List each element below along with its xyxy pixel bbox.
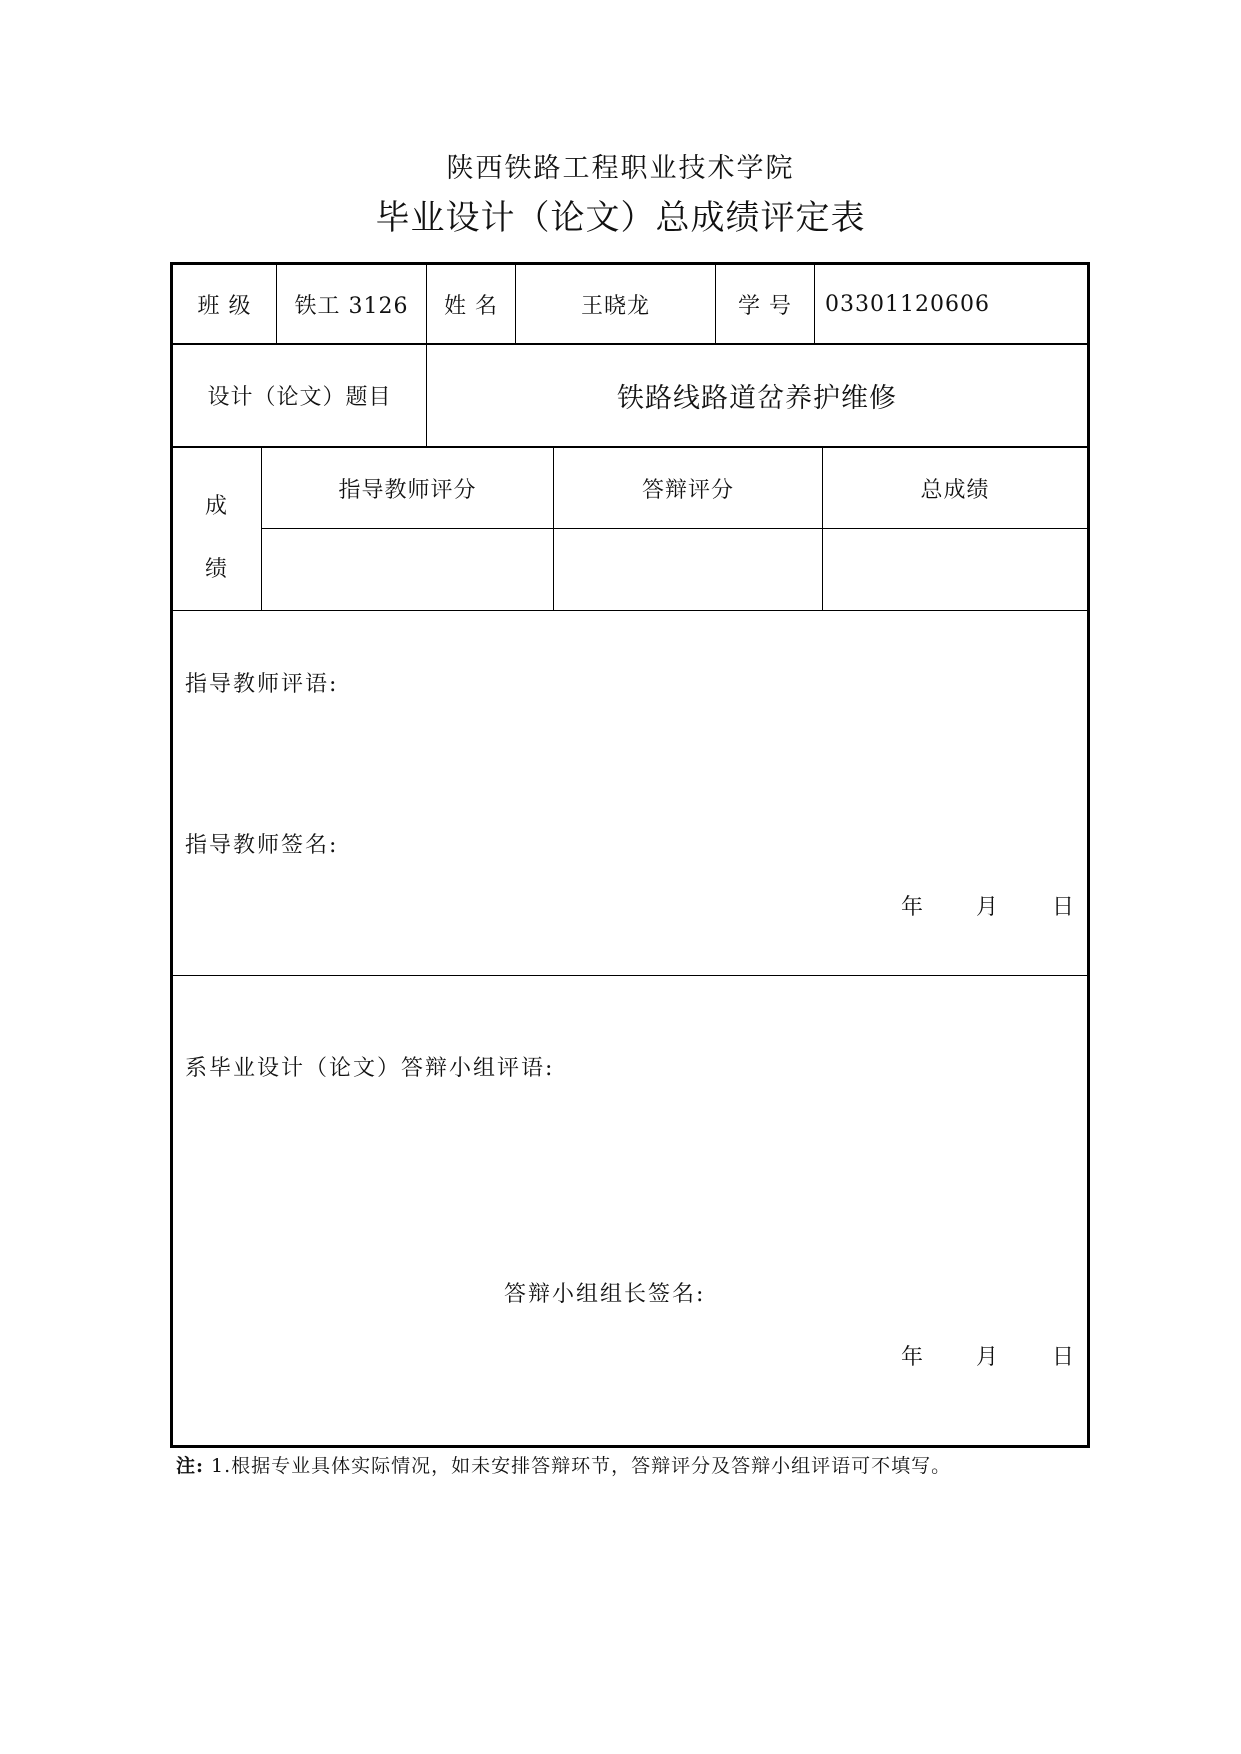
defense-date-month: 月 bbox=[976, 1345, 999, 1370]
defense-signature-label: 答辩小组组长签名: bbox=[504, 1282, 706, 1307]
advisor-date bbox=[173, 890, 1087, 920]
defense-date bbox=[173, 1340, 1087, 1370]
topic-value: 铁路线路道岔养护维修 bbox=[617, 383, 897, 414]
row-divider bbox=[173, 610, 1087, 611]
student-id-value: 03301120606 bbox=[825, 291, 990, 317]
defense-score-value[interactable] bbox=[554, 529, 822, 610]
footnote-prefix: 注: bbox=[176, 1455, 205, 1477]
name-value: 王晓龙 bbox=[580, 293, 650, 319]
row-divider bbox=[173, 975, 1087, 976]
form-title: 毕业设计（论文）总成绩评定表 bbox=[375, 198, 866, 238]
student-id-label: 学 号 bbox=[738, 293, 792, 319]
advisor-comment-label: 指导教师评语: bbox=[185, 672, 339, 697]
advisor-signature-label: 指导教师签名: bbox=[185, 833, 339, 858]
footnote-text: 1.根据专业具体实际情况，如未安排答辩环节，答辩评分及答辩小组评语可不填写。 bbox=[204, 1455, 952, 1477]
total-score-value[interactable] bbox=[823, 529, 1087, 610]
evaluation-form bbox=[170, 262, 1090, 1448]
grade-label-line1: 成 bbox=[204, 494, 227, 519]
defense-date-day: 日 bbox=[1052, 1345, 1075, 1370]
defense-comment-label: 系毕业设计（论文）答辩小组评语: bbox=[185, 1056, 555, 1081]
class-value: 铁工 3126 bbox=[294, 293, 409, 319]
total-score-header: 总成绩 bbox=[920, 477, 990, 503]
defense-date-year: 年 bbox=[901, 1345, 924, 1370]
advisor-date-day: 日 bbox=[1052, 895, 1075, 920]
advisor-score-header: 指导教师评分 bbox=[338, 477, 477, 503]
footnote bbox=[176, 1451, 951, 1478]
topic-label: 设计（论文）题目 bbox=[207, 385, 392, 410]
advisor-score-value[interactable] bbox=[262, 529, 553, 610]
class-label: 班 级 bbox=[197, 293, 252, 319]
school-name: 陕西铁路工程职业技术学院 bbox=[446, 153, 795, 184]
grade-label-line2: 绩 bbox=[204, 557, 227, 582]
advisor-date-month: 月 bbox=[976, 895, 999, 920]
advisor-date-year: 年 bbox=[901, 895, 924, 920]
defense-score-header: 答辩评分 bbox=[641, 477, 734, 503]
name-label: 姓 名 bbox=[444, 293, 498, 319]
